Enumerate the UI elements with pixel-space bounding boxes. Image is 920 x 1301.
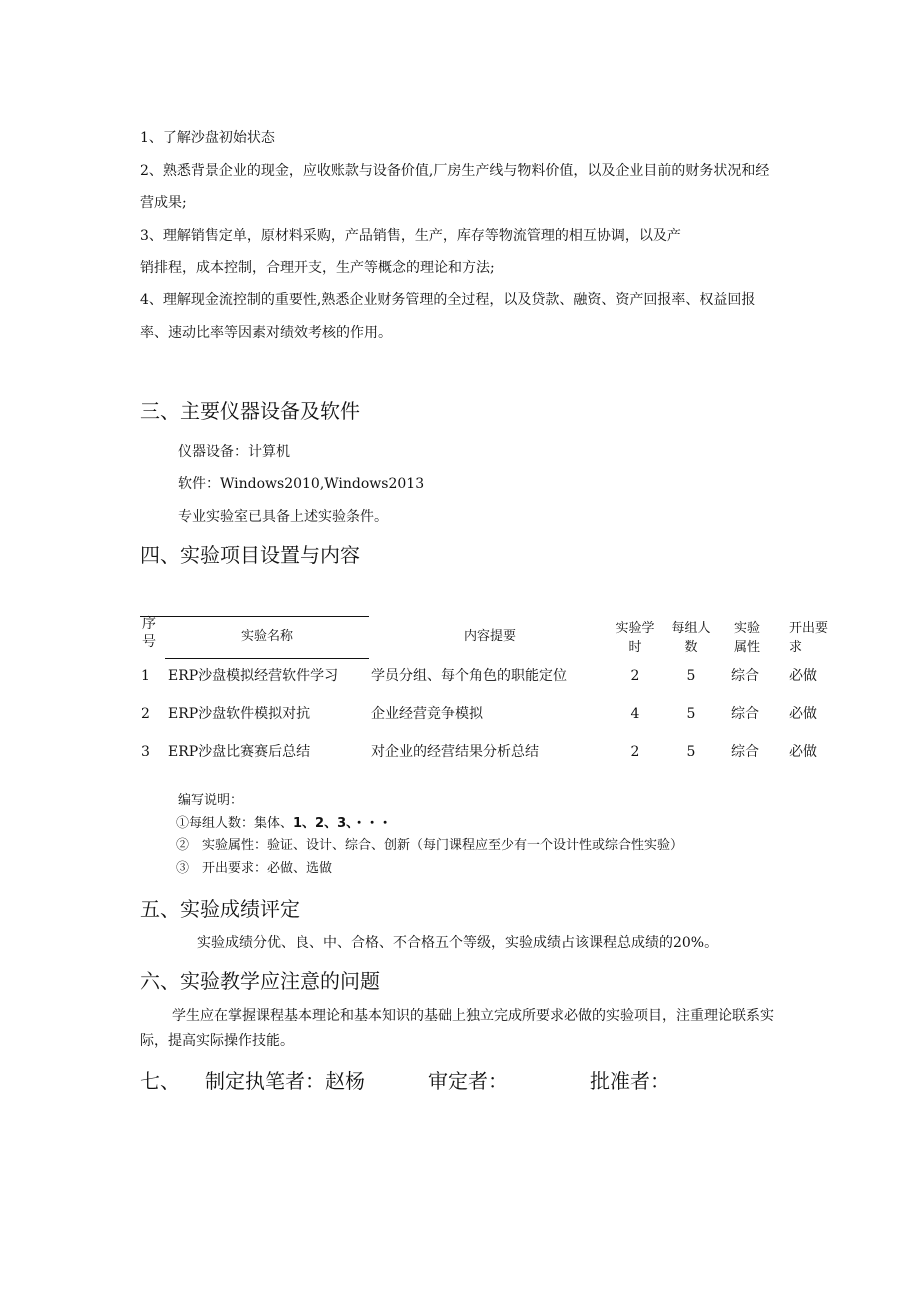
objective-3: 3、理解销售定单，原材料采购，产品销售，生产，库存等物流管理的相互协调，以及产	[140, 228, 681, 244]
header-attr-1: 实验	[733, 621, 760, 636]
row-content: 企业经营竞争模拟	[371, 706, 483, 722]
author-label: 制定执笔者：赵杨	[205, 1069, 365, 1093]
header-attr-2: 属性	[733, 640, 760, 655]
table-header-rule	[165, 658, 369, 659]
header-hours-2: 时	[628, 640, 642, 655]
row-content: 对企业的经营结果分析总结	[371, 744, 539, 760]
row-group: 5	[686, 706, 696, 722]
section7-label: 七、	[140, 1069, 180, 1093]
row-hours: 4	[630, 706, 640, 722]
header-group-1: 每组人	[671, 621, 711, 636]
row-index: 1	[141, 668, 150, 684]
software-line: 软件：Windows2010,Windows2013	[178, 476, 425, 492]
row-index: 3	[141, 744, 150, 760]
objective-2-cont: 营成果;	[140, 195, 187, 211]
row-group: 5	[686, 668, 696, 684]
note-3: ③ 开出要求：必做、选做	[176, 861, 333, 876]
header-name: 实验名称	[240, 629, 293, 644]
notice-line-1: 学生应在掌握课程基本理论和基本知识的基础上独立完成所要求必做的实验项目，注重理论联系实	[172, 1008, 774, 1024]
objective-4: 4、理解现金流控制的重要性,熟悉企业财务管理的全过程，以及贷款、融资、资产回报率、权益回报	[140, 292, 756, 308]
lab-note: 专业实验室已具备上述实验条件。	[178, 509, 388, 525]
row-req: 必做	[789, 744, 817, 760]
equipment-line: 仪器设备：计算机	[178, 444, 290, 460]
header-hours-1: 实验学	[615, 621, 655, 636]
objective-4-cont: 率、速动比率等因素对绩效考核的作用。	[140, 325, 392, 341]
grading-text: 实验成绩分优、良、中、合格、不合格五个等级，实验成绩占该课程总成绩的20%。	[197, 935, 719, 951]
section5-title: 五、实验成绩评定	[140, 897, 300, 921]
row-attr: 综合	[731, 744, 759, 760]
row-req: 必做	[789, 706, 817, 722]
header-index-1: 序	[142, 616, 156, 632]
note-1	[176, 815, 392, 833]
reviewer-label: 审定者：	[428, 1069, 508, 1093]
section4-title: 四、实验项目设置与内容	[140, 543, 360, 567]
notes-title: 编写说明：	[178, 793, 244, 808]
row-attr: 综合	[731, 706, 759, 722]
header-req-1: 开出要	[789, 621, 829, 636]
header-index-2: 号	[142, 634, 156, 650]
note-1-numbers: 1、2、3、・・・	[293, 816, 392, 831]
objective-2: 2、熟悉背景企业的现金，应收账款与设备价值,厂房生产线与物料价值，以及企业目前的财务状况和经	[140, 163, 770, 179]
note-1-prefix: ①每组人数：集体、	[176, 816, 294, 831]
note-2: ② 实验属性：验证、设计、综合、创新（每门课程应至少有一个设计性或综合性实验）	[176, 838, 684, 853]
table-top-rule	[140, 616, 369, 617]
row-name: ERP沙盘比赛赛后总结	[168, 744, 311, 760]
notice-line-2: 际，提高实际操作技能。	[140, 1033, 294, 1049]
header-group-2: 数	[684, 640, 698, 655]
row-content: 学员分组、每个角色的职能定位	[371, 668, 567, 684]
row-attr: 综合	[731, 668, 759, 684]
objective-3-cont: 销排程，成本控制，合理开支，生产等概念的理论和方法;	[140, 260, 495, 276]
row-name: ERP沙盘软件模拟对抗	[168, 706, 311, 722]
header-req-2: 求	[789, 640, 803, 655]
row-group: 5	[686, 744, 696, 760]
row-hours: 2	[630, 668, 640, 684]
header-content: 内容提要	[463, 629, 516, 644]
row-index: 2	[141, 706, 150, 722]
row-name: ERP沙盘模拟经营软件学习	[168, 668, 339, 684]
section6-title: 六、实验教学应注意的问题	[140, 969, 380, 993]
approver-label: 批准者：	[590, 1069, 670, 1093]
row-hours: 2	[630, 744, 640, 760]
row-req: 必做	[789, 668, 817, 684]
section3-title: 三、主要仪器设备及软件	[140, 399, 360, 423]
objective-1: 1、了解沙盘初始状态	[140, 130, 275, 146]
